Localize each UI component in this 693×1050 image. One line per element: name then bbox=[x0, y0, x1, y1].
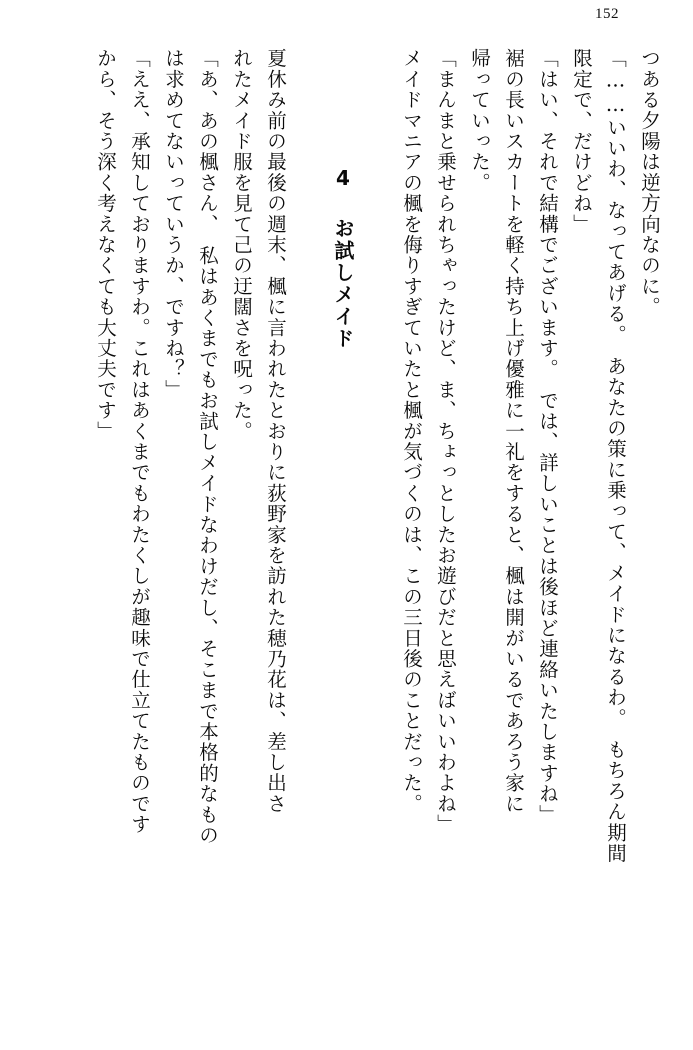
text-column: 裾の長いスカートを軽く持ち上げ優雅に一礼をすると、楓は開がいるであろう家に bbox=[502, 48, 525, 814]
text-column: から、そう深く考えなくても大丈夫です」 bbox=[94, 48, 117, 442]
text-column: 「はい、それで結構でございます。 では、詳しいことは後ほど連絡いたしますね」 bbox=[536, 48, 559, 825]
text-column: 「まんまと乗せられちゃったけど、ま、ちょっとしたお遊びだと思えばいいわよね」 bbox=[434, 48, 457, 835]
page-number: 152 bbox=[595, 6, 619, 22]
text-column: 帰っていった。 bbox=[468, 48, 491, 193]
text-column: れたメイド服を見て己の迂闊さを呪った。 bbox=[230, 48, 253, 442]
text-column: つある夕陽は逆方向なのに。 bbox=[638, 48, 661, 318]
spacer-column bbox=[285, 48, 319, 988]
text-column: 「……いいわ、なってあげる。 あなたの策に乗って、メイドになるわ。 もちろん期間 bbox=[604, 48, 627, 864]
text-column: は求めてないっていうか、ですね？」 bbox=[162, 48, 185, 400]
spacer-column bbox=[353, 48, 387, 988]
text-column: 「ええ、承知しておりますわ。これはあくまでもわたくしが趣味で仕立てたものです bbox=[128, 48, 151, 835]
text-column: 夏休み前の最後の週末、楓に言われたとおりに荻野家を訪れた穂乃花は、差し出さ bbox=[264, 48, 287, 814]
section-heading: 4 お試しメイド bbox=[331, 166, 355, 350]
text-column: メイドマニアの楓を侮りすぎていたと楓が気づくのは、この三日後のことだった。 bbox=[400, 48, 423, 814]
text-column: 限定で、だけどね」 bbox=[570, 48, 593, 235]
vertical-text-body bbox=[34, 48, 659, 1016]
text-column: 「あ、あの楓さん、 私はあくまでもお試しメイドなわけだし、そこまで本格的なもの bbox=[196, 48, 219, 846]
